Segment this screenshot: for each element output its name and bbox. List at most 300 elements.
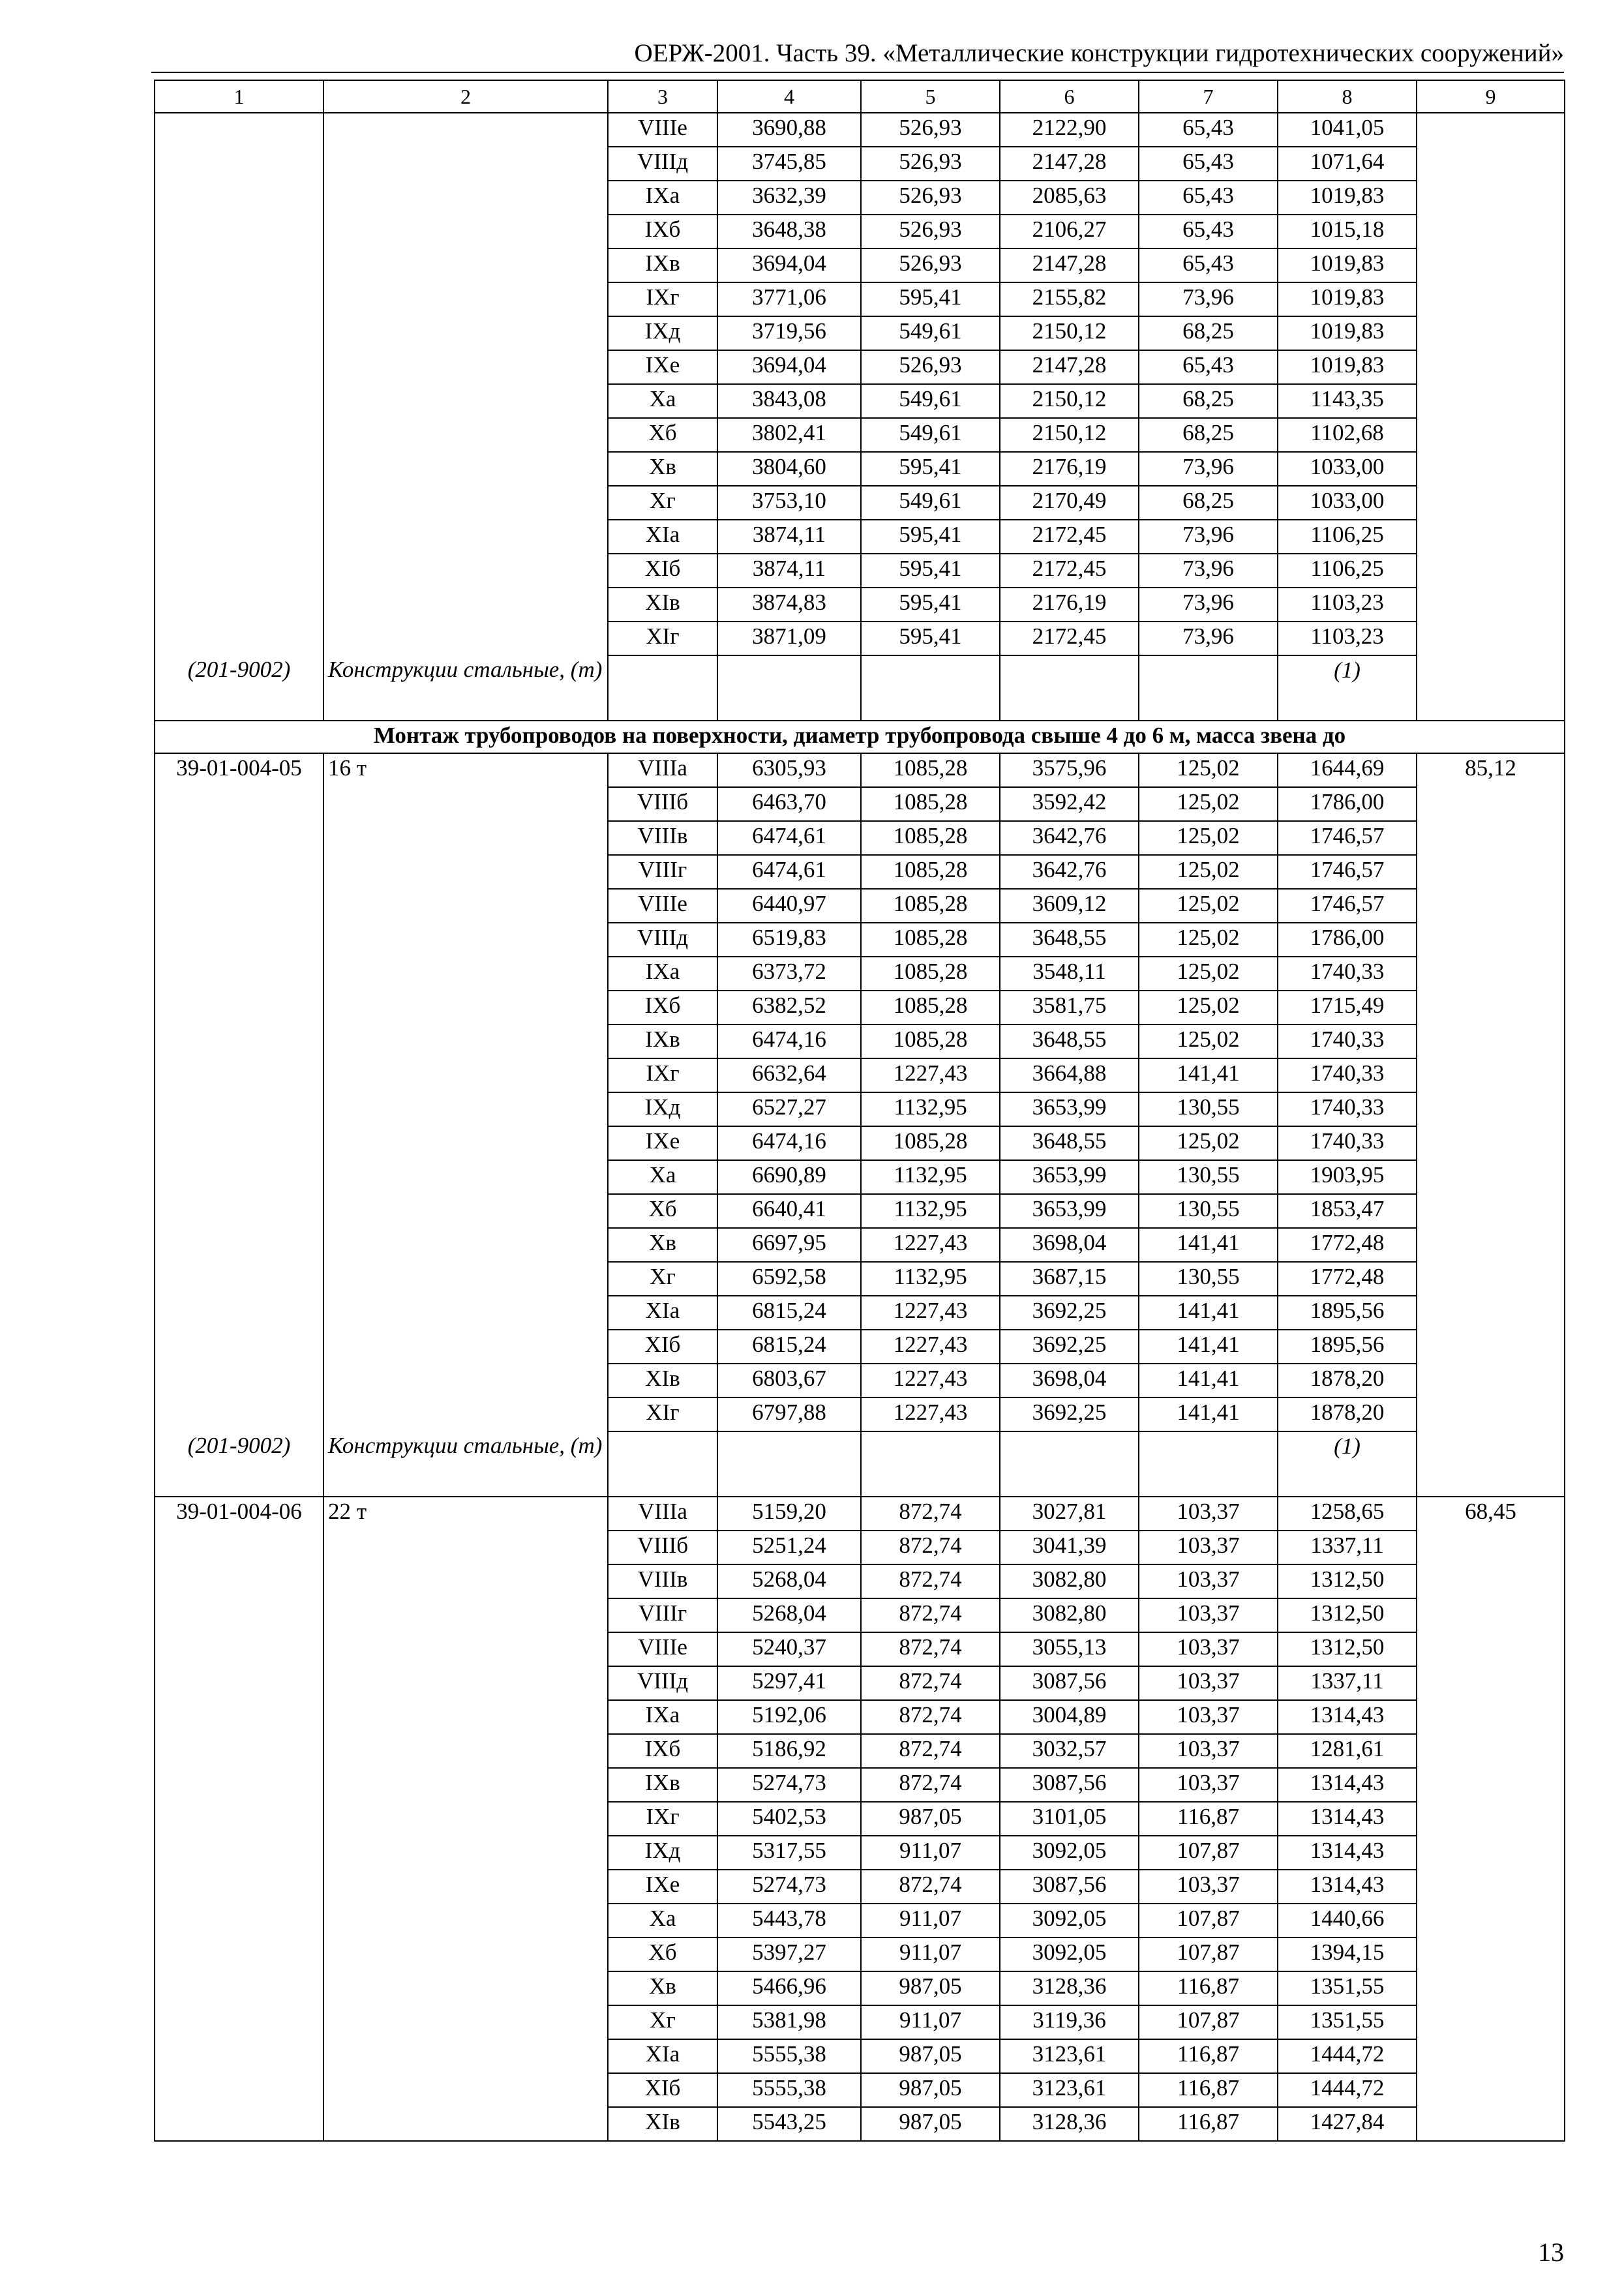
machinist-wages-cell: 73,96 bbox=[1139, 282, 1278, 316]
materials-cell: 1740,33 bbox=[1278, 1092, 1417, 1126]
rate-name-cell bbox=[323, 588, 608, 621]
zone-cell: IXа bbox=[608, 181, 717, 215]
materials-cell: 1895,56 bbox=[1278, 1330, 1417, 1364]
labor-cost-cell bbox=[1417, 1531, 1565, 1564]
machines-cell: 3692,25 bbox=[1000, 1398, 1139, 1431]
labor-cost-cell bbox=[1417, 181, 1565, 215]
labor-cost-cell bbox=[1417, 113, 1565, 147]
rate-code-cell bbox=[155, 486, 323, 520]
empty-cell bbox=[1139, 655, 1278, 721]
machines-cell: 3092,05 bbox=[1000, 1904, 1139, 1937]
empty-cell bbox=[608, 655, 717, 721]
materials-cell: 1740,33 bbox=[1278, 957, 1417, 991]
labor-cost-cell bbox=[1417, 787, 1565, 821]
labor-cost-cell bbox=[1417, 889, 1565, 923]
zone-cell: XIв bbox=[608, 588, 717, 621]
labor-cost-cell bbox=[1417, 452, 1565, 486]
machinist-wages-cell: 130,55 bbox=[1139, 1160, 1278, 1194]
labor-cost-cell bbox=[1417, 215, 1565, 248]
rate-name-cell bbox=[323, 215, 608, 248]
rate-name-cell bbox=[323, 1564, 608, 1598]
rate-code-cell bbox=[155, 1025, 323, 1058]
labor-cost-cell: 68,45 bbox=[1417, 1497, 1565, 1531]
empty-cell bbox=[1000, 655, 1139, 721]
materials-cell: 1019,83 bbox=[1278, 282, 1417, 316]
materials-cell: 1314,43 bbox=[1278, 1700, 1417, 1734]
materials-cell: 1715,49 bbox=[1278, 991, 1417, 1025]
zone-cell: Xа bbox=[608, 384, 717, 418]
rate-code-cell bbox=[155, 1734, 323, 1768]
total-cost-cell: 6373,72 bbox=[717, 957, 861, 991]
wages-cell: 872,74 bbox=[861, 1531, 1000, 1564]
total-cost-cell: 3804,60 bbox=[717, 452, 861, 486]
materials-cell: 1740,33 bbox=[1278, 1058, 1417, 1092]
wages-cell: 1227,43 bbox=[861, 1058, 1000, 1092]
zone-cell: IXе bbox=[608, 350, 717, 384]
zone-cell: VIIIд bbox=[608, 923, 717, 957]
wages-cell: 872,74 bbox=[861, 1564, 1000, 1598]
rate-name-cell bbox=[323, 113, 608, 147]
wages-cell: 987,05 bbox=[861, 1802, 1000, 1836]
header-rule bbox=[151, 72, 1564, 73]
machinist-wages-cell: 65,43 bbox=[1139, 350, 1278, 384]
column-number: 1 bbox=[155, 80, 323, 113]
labor-cost-cell bbox=[1417, 147, 1565, 181]
wages-cell: 987,05 bbox=[861, 2039, 1000, 2073]
zone-cell: XIа bbox=[608, 1296, 717, 1330]
machines-cell: 2147,28 bbox=[1000, 147, 1139, 181]
labor-cost-cell bbox=[1417, 1160, 1565, 1194]
resource-qty: (1) bbox=[1278, 1431, 1417, 1497]
labor-cost-cell bbox=[1417, 282, 1565, 316]
zone-cell: VIIIг bbox=[608, 855, 717, 889]
labor-cost-cell bbox=[1417, 2039, 1565, 2073]
wages-cell: 595,41 bbox=[861, 520, 1000, 554]
rate-code-cell bbox=[155, 1768, 323, 1802]
machines-cell: 3548,11 bbox=[1000, 957, 1139, 991]
machinist-wages-cell: 103,37 bbox=[1139, 1531, 1278, 1564]
materials-cell: 1351,55 bbox=[1278, 1971, 1417, 2005]
rate-code-cell bbox=[155, 1531, 323, 1564]
rate-name-cell bbox=[323, 1531, 608, 1564]
total-cost-cell: 5268,04 bbox=[717, 1564, 861, 1598]
labor-cost-cell bbox=[1417, 588, 1565, 621]
table-row bbox=[155, 452, 1565, 486]
total-cost-cell: 6474,16 bbox=[717, 1025, 861, 1058]
machinist-wages-cell: 68,25 bbox=[1139, 486, 1278, 520]
machinist-wages-cell: 130,55 bbox=[1139, 1092, 1278, 1126]
wages-cell: 549,61 bbox=[861, 486, 1000, 520]
rate-name-cell bbox=[323, 1364, 608, 1398]
total-cost-cell: 5274,73 bbox=[717, 1768, 861, 1802]
machinist-wages-cell: 65,43 bbox=[1139, 248, 1278, 282]
materials-cell: 1746,57 bbox=[1278, 821, 1417, 855]
total-cost-cell: 5443,78 bbox=[717, 1904, 861, 1937]
labor-cost-cell bbox=[1417, 821, 1565, 855]
page-number: 13 bbox=[1538, 2237, 1564, 2267]
table-row bbox=[155, 1734, 1565, 1768]
rate-code-cell bbox=[155, 991, 323, 1025]
column-number: 8 bbox=[1278, 80, 1417, 113]
zone-cell: VIIIб bbox=[608, 787, 717, 821]
machines-cell: 3032,57 bbox=[1000, 1734, 1139, 1768]
zone-cell: Xа bbox=[608, 1904, 717, 1937]
wages-cell: 1085,28 bbox=[861, 855, 1000, 889]
total-cost-cell: 6815,24 bbox=[717, 1296, 861, 1330]
materials-cell: 1143,35 bbox=[1278, 384, 1417, 418]
zone-cell: VIIIе bbox=[608, 1632, 717, 1666]
rate-code-cell bbox=[155, 1160, 323, 1194]
total-cost-cell: 3771,06 bbox=[717, 282, 861, 316]
wages-cell: 1085,28 bbox=[861, 991, 1000, 1025]
machines-cell: 3648,55 bbox=[1000, 1126, 1139, 1160]
total-cost-cell: 5543,25 bbox=[717, 2107, 861, 2141]
machinist-wages-cell: 141,41 bbox=[1139, 1228, 1278, 1262]
zone-cell: IXг bbox=[608, 1802, 717, 1836]
column-number: 4 bbox=[717, 80, 861, 113]
materials-cell: 1394,15 bbox=[1278, 1937, 1417, 1971]
rate-name-cell bbox=[323, 1194, 608, 1228]
machinist-wages-cell: 107,87 bbox=[1139, 1836, 1278, 1870]
rate-name-cell bbox=[323, 248, 608, 282]
rate-code-cell bbox=[155, 588, 323, 621]
wages-cell: 526,93 bbox=[861, 113, 1000, 147]
total-cost-cell: 3719,56 bbox=[717, 316, 861, 350]
wages-cell: 526,93 bbox=[861, 248, 1000, 282]
table-row bbox=[155, 1330, 1565, 1364]
table-row bbox=[155, 1937, 1565, 1971]
rate-code-cell bbox=[155, 957, 323, 991]
wages-cell: 1085,28 bbox=[861, 923, 1000, 957]
wages-cell: 872,74 bbox=[861, 1768, 1000, 1802]
total-cost-cell: 3871,09 bbox=[717, 621, 861, 655]
rate-code-cell bbox=[155, 350, 323, 384]
total-cost-cell: 3802,41 bbox=[717, 418, 861, 452]
rate-code-cell bbox=[155, 113, 323, 147]
wages-cell: 549,61 bbox=[861, 418, 1000, 452]
labor-cost-cell bbox=[1417, 1092, 1565, 1126]
machines-cell: 2150,12 bbox=[1000, 316, 1139, 350]
machinist-wages-cell: 103,37 bbox=[1139, 1768, 1278, 1802]
table-row bbox=[155, 1700, 1565, 1734]
materials-cell: 1772,48 bbox=[1278, 1228, 1417, 1262]
machines-cell: 3087,56 bbox=[1000, 1666, 1139, 1700]
table-row bbox=[155, 1025, 1565, 1058]
wages-cell: 911,07 bbox=[861, 1937, 1000, 1971]
table-row bbox=[155, 991, 1565, 1025]
zone-cell: XIа bbox=[608, 520, 717, 554]
machinist-wages-cell: 125,02 bbox=[1139, 753, 1278, 787]
zone-cell: VIIIа bbox=[608, 753, 717, 787]
total-cost-cell: 5381,98 bbox=[717, 2005, 861, 2039]
rate-name-cell bbox=[323, 1296, 608, 1330]
wages-cell: 1227,43 bbox=[861, 1330, 1000, 1364]
zone-cell: Xв bbox=[608, 1228, 717, 1262]
labor-cost-cell bbox=[1417, 1632, 1565, 1666]
empty-cell bbox=[717, 655, 861, 721]
machines-cell: 3055,13 bbox=[1000, 1632, 1139, 1666]
machines-cell: 3592,42 bbox=[1000, 787, 1139, 821]
labor-cost-cell bbox=[1417, 520, 1565, 554]
rate-code-cell bbox=[155, 181, 323, 215]
rate-code-cell bbox=[155, 1564, 323, 1598]
total-cost-cell: 6305,93 bbox=[717, 753, 861, 787]
machines-cell: 3653,99 bbox=[1000, 1160, 1139, 1194]
wages-cell: 911,07 bbox=[861, 1836, 1000, 1870]
rate-code-cell bbox=[155, 452, 323, 486]
labor-cost-cell bbox=[1417, 1126, 1565, 1160]
rate-code-cell bbox=[155, 1971, 323, 2005]
rate-name-cell bbox=[323, 1700, 608, 1734]
machinist-wages-cell: 125,02 bbox=[1139, 889, 1278, 923]
rate-name-cell bbox=[323, 1734, 608, 1768]
labor-cost-cell bbox=[1417, 1802, 1565, 1836]
materials-cell: 1746,57 bbox=[1278, 855, 1417, 889]
machines-cell: 2085,63 bbox=[1000, 181, 1139, 215]
total-cost-cell: 3874,11 bbox=[717, 554, 861, 588]
rate-name-cell bbox=[323, 621, 608, 655]
table-row bbox=[155, 1364, 1565, 1398]
total-cost-cell: 6797,88 bbox=[717, 1398, 861, 1431]
machines-cell: 3664,88 bbox=[1000, 1058, 1139, 1092]
resource-row bbox=[155, 655, 1565, 721]
total-cost-cell: 5251,24 bbox=[717, 1531, 861, 1564]
wages-cell: 595,41 bbox=[861, 452, 1000, 486]
table-row bbox=[155, 1194, 1565, 1228]
rate-name-cell bbox=[323, 855, 608, 889]
machinist-wages-cell: 130,55 bbox=[1139, 1194, 1278, 1228]
table-row bbox=[155, 1971, 1565, 2005]
table-row bbox=[155, 1126, 1565, 1160]
machinist-wages-cell: 68,25 bbox=[1139, 418, 1278, 452]
total-cost-cell: 3694,04 bbox=[717, 248, 861, 282]
rate-code-cell bbox=[155, 1398, 323, 1431]
labor-cost-cell bbox=[1417, 621, 1565, 655]
machinist-wages-cell: 141,41 bbox=[1139, 1296, 1278, 1330]
wages-cell: 872,74 bbox=[861, 1870, 1000, 1904]
table-row bbox=[155, 787, 1565, 821]
total-cost-cell: 5240,37 bbox=[717, 1632, 861, 1666]
table-row bbox=[155, 1666, 1565, 1700]
wages-cell: 987,05 bbox=[861, 1971, 1000, 2005]
rate-code-cell bbox=[155, 1262, 323, 1296]
rate-code-cell bbox=[155, 1598, 323, 1632]
wages-cell: 1085,28 bbox=[861, 957, 1000, 991]
rate-name-cell bbox=[323, 1666, 608, 1700]
machines-cell: 2172,45 bbox=[1000, 554, 1139, 588]
machines-cell: 3092,05 bbox=[1000, 1937, 1139, 1971]
rate-code-cell bbox=[155, 1126, 323, 1160]
labor-cost-cell bbox=[1417, 1364, 1565, 1398]
machinist-wages-cell: 116,87 bbox=[1139, 1971, 1278, 2005]
rate-name-cell bbox=[323, 452, 608, 486]
rate-name-cell bbox=[323, 1330, 608, 1364]
machines-cell: 3082,80 bbox=[1000, 1598, 1139, 1632]
total-cost-cell: 6592,58 bbox=[717, 1262, 861, 1296]
materials-cell: 1740,33 bbox=[1278, 1126, 1417, 1160]
rate-code-cell bbox=[155, 621, 323, 655]
table-row bbox=[155, 2107, 1565, 2141]
machines-cell: 3004,89 bbox=[1000, 1700, 1139, 1734]
rate-code-cell bbox=[155, 889, 323, 923]
rate-name-cell bbox=[323, 1802, 608, 1836]
rate-code-cell bbox=[155, 821, 323, 855]
rate-name-cell bbox=[323, 1262, 608, 1296]
materials-cell: 1903,95 bbox=[1278, 1160, 1417, 1194]
machines-cell: 3123,61 bbox=[1000, 2073, 1139, 2107]
wages-cell: 872,74 bbox=[861, 1598, 1000, 1632]
table-row bbox=[155, 554, 1565, 588]
empty-cell bbox=[1000, 1431, 1139, 1497]
machinist-wages-cell: 125,02 bbox=[1139, 855, 1278, 889]
machinist-wages-cell: 125,02 bbox=[1139, 1025, 1278, 1058]
wages-cell: 1085,28 bbox=[861, 1025, 1000, 1058]
materials-cell: 1895,56 bbox=[1278, 1296, 1417, 1330]
rate-name-cell bbox=[323, 2107, 608, 2141]
machinist-wages-cell: 73,96 bbox=[1139, 452, 1278, 486]
total-cost-cell: 3843,08 bbox=[717, 384, 861, 418]
rate-code-cell bbox=[155, 1904, 323, 1937]
machines-cell: 3642,76 bbox=[1000, 855, 1139, 889]
column-number: 2 bbox=[323, 80, 608, 113]
machinist-wages-cell: 73,96 bbox=[1139, 554, 1278, 588]
rate-code-cell bbox=[155, 1092, 323, 1126]
section-title-row bbox=[155, 721, 1565, 753]
table-row bbox=[155, 957, 1565, 991]
rate-code-cell bbox=[155, 1632, 323, 1666]
rate-code-cell bbox=[155, 418, 323, 452]
zone-cell: IXв bbox=[608, 248, 717, 282]
labor-cost-cell bbox=[1417, 1598, 1565, 1632]
empty-cell bbox=[1417, 655, 1565, 721]
total-cost-cell: 5274,73 bbox=[717, 1870, 861, 1904]
machinist-wages-cell: 116,87 bbox=[1139, 2039, 1278, 2073]
empty-cell bbox=[1417, 1431, 1565, 1497]
rate-name-cell bbox=[323, 2039, 608, 2073]
zone-cell: IXа bbox=[608, 957, 717, 991]
machines-cell: 3128,36 bbox=[1000, 2107, 1139, 2141]
machines-cell: 3692,25 bbox=[1000, 1330, 1139, 1364]
total-cost-cell: 6640,41 bbox=[717, 1194, 861, 1228]
wages-cell: 987,05 bbox=[861, 2073, 1000, 2107]
machines-cell: 3609,12 bbox=[1000, 889, 1139, 923]
machinist-wages-cell: 68,25 bbox=[1139, 316, 1278, 350]
rate-name-cell bbox=[323, 1126, 608, 1160]
wages-cell: 526,93 bbox=[861, 147, 1000, 181]
materials-cell: 1337,11 bbox=[1278, 1666, 1417, 1700]
labor-cost-cell bbox=[1417, 957, 1565, 991]
materials-cell: 1740,33 bbox=[1278, 1025, 1417, 1058]
labor-cost-cell bbox=[1417, 1228, 1565, 1262]
materials-cell: 1746,57 bbox=[1278, 889, 1417, 923]
materials-cell: 1103,23 bbox=[1278, 588, 1417, 621]
materials-cell: 1312,50 bbox=[1278, 1598, 1417, 1632]
zone-cell: Xб bbox=[608, 1937, 717, 1971]
machines-cell: 2150,12 bbox=[1000, 418, 1139, 452]
rate-code-cell bbox=[155, 1937, 323, 1971]
rate-code-cell bbox=[155, 1802, 323, 1836]
labor-cost-cell bbox=[1417, 1398, 1565, 1431]
column-number: 6 bbox=[1000, 80, 1139, 113]
wages-cell: 595,41 bbox=[861, 588, 1000, 621]
wages-cell: 872,74 bbox=[861, 1700, 1000, 1734]
machinist-wages-cell: 125,02 bbox=[1139, 787, 1278, 821]
zone-cell: IXа bbox=[608, 1700, 717, 1734]
total-cost-cell: 6440,97 bbox=[717, 889, 861, 923]
materials-cell: 1314,43 bbox=[1278, 1802, 1417, 1836]
total-cost-cell: 6803,67 bbox=[717, 1364, 861, 1398]
table-row bbox=[155, 1262, 1565, 1296]
table-row bbox=[155, 418, 1565, 452]
machinist-wages-cell: 125,02 bbox=[1139, 957, 1278, 991]
rate-code-cell bbox=[155, 855, 323, 889]
rate-name-cell bbox=[323, 316, 608, 350]
table-row bbox=[155, 923, 1565, 957]
wages-cell: 911,07 bbox=[861, 2005, 1000, 2039]
table-row bbox=[155, 113, 1565, 147]
table-row bbox=[155, 350, 1565, 384]
zone-cell: IXе bbox=[608, 1126, 717, 1160]
rate-code-cell bbox=[155, 316, 323, 350]
zone-cell: VIIIе bbox=[608, 889, 717, 923]
materials-cell: 1314,43 bbox=[1278, 1870, 1417, 1904]
column-number: 5 bbox=[861, 80, 1000, 113]
section-title: Монтаж трубопроводов на поверхности, диаметр трубопровода свыше 4 до 6 м, масса звена до bbox=[155, 721, 1565, 753]
machinist-wages-cell: 68,25 bbox=[1139, 384, 1278, 418]
wages-cell: 1085,28 bbox=[861, 889, 1000, 923]
labor-cost-cell bbox=[1417, 1904, 1565, 1937]
table-row bbox=[155, 1531, 1565, 1564]
rate-code-cell bbox=[155, 2107, 323, 2141]
materials-cell: 1853,47 bbox=[1278, 1194, 1417, 1228]
zone-cell: Xг bbox=[608, 2005, 717, 2039]
table-row bbox=[155, 1836, 1565, 1870]
zone-cell: VIIIд bbox=[608, 1666, 717, 1700]
materials-cell: 1103,23 bbox=[1278, 621, 1417, 655]
labor-cost-cell bbox=[1417, 1058, 1565, 1092]
labor-cost-cell bbox=[1417, 1836, 1565, 1870]
labor-cost-cell: 85,12 bbox=[1417, 753, 1565, 787]
machines-cell: 2106,27 bbox=[1000, 215, 1139, 248]
table-row bbox=[155, 1228, 1565, 1262]
rate-code-cell bbox=[155, 248, 323, 282]
column-number-row bbox=[155, 80, 1565, 113]
table-row bbox=[155, 1768, 1565, 1802]
zone-cell: Xг bbox=[608, 1262, 717, 1296]
rate-code-cell bbox=[155, 147, 323, 181]
materials-cell: 1258,65 bbox=[1278, 1497, 1417, 1531]
total-cost-cell: 5397,27 bbox=[717, 1937, 861, 1971]
table-row bbox=[155, 215, 1565, 248]
rate-code-cell bbox=[155, 1836, 323, 1870]
zone-cell: IXг bbox=[608, 1058, 717, 1092]
resource-qty: (1) bbox=[1278, 655, 1417, 721]
table-row bbox=[155, 282, 1565, 316]
machines-cell: 3698,04 bbox=[1000, 1228, 1139, 1262]
resource-row bbox=[155, 1431, 1565, 1497]
wages-cell: 526,93 bbox=[861, 181, 1000, 215]
rate-name-cell bbox=[323, 889, 608, 923]
machinist-wages-cell: 125,02 bbox=[1139, 991, 1278, 1025]
labor-cost-cell bbox=[1417, 486, 1565, 520]
wages-cell: 549,61 bbox=[861, 316, 1000, 350]
wages-cell: 1132,95 bbox=[861, 1194, 1000, 1228]
machines-cell: 2155,82 bbox=[1000, 282, 1139, 316]
wages-cell: 987,05 bbox=[861, 2107, 1000, 2141]
rate-name-cell bbox=[323, 1768, 608, 1802]
table-row bbox=[155, 821, 1565, 855]
rate-code-cell bbox=[155, 520, 323, 554]
